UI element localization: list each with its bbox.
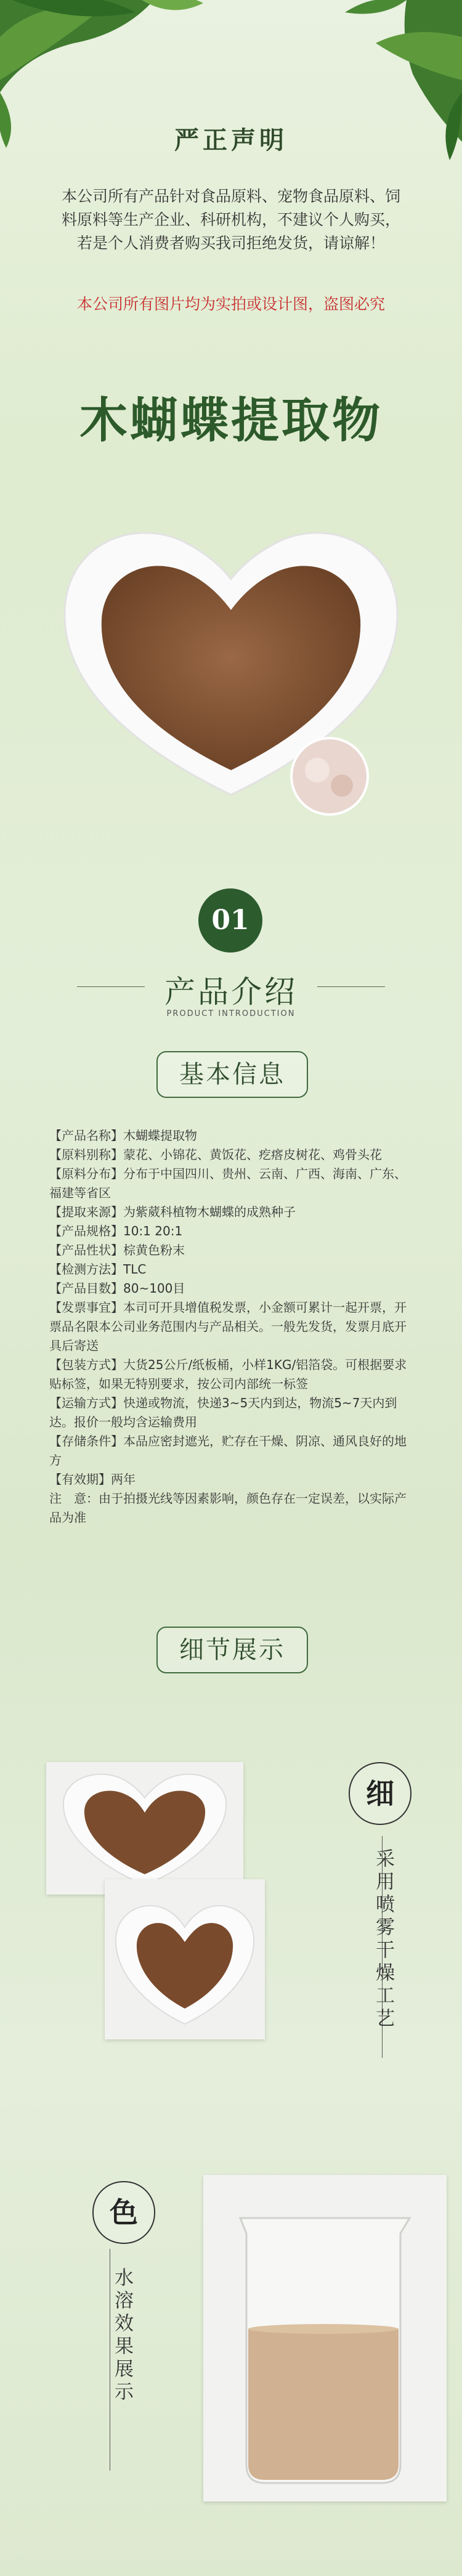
basic-info-label: 基本信息 (156, 1051, 308, 1098)
info-row: 【运输方式】快递或物流，快递3~5天内到达，物流5~7天内到达。报价一般均含运输费用 (49, 1396, 397, 1429)
beaker-image (203, 2175, 447, 2501)
detail-badge-fine: 细 (349, 1762, 411, 1825)
copyright-warning: 本公司所有图片均为实拍或设计图，盗图必究 (76, 295, 385, 313)
info-row: 【存储条件】本品应密封遮光，贮存在干燥、阴凉、通风良好的地方 (49, 1434, 407, 1468)
details-label: 细节展示 (156, 1627, 308, 1673)
info-row: 【产品性状】棕黄色粉末 (49, 1243, 185, 1258)
detail-caption-water-solubility: 水溶效果展示 (111, 2267, 133, 2404)
section-subtitle: PRODUCT INTRODUCTION (166, 1009, 296, 1018)
detail-photo-1 (46, 1762, 243, 1895)
info-row: 【产品名称】木蝴蝶提取物 (49, 1128, 197, 1143)
info-row: 【检测方法】TLC (49, 1262, 147, 1277)
product-info-list (49, 1126, 414, 1527)
detail-photo-2 (105, 1879, 265, 2039)
info-row: 【有效期】两年 (49, 1472, 136, 1487)
heart-bowl-image (105, 1879, 265, 2039)
info-row: 【原料别称】蒙花、小锦花、黄饭花、疙瘩皮树花、鸡骨头花 (49, 1147, 382, 1162)
info-row: 【产品规格】10:1 20:1 (49, 1224, 183, 1238)
section-title: 产品介绍 (164, 974, 298, 1010)
info-row: 【包装方式】大货25公斤/纸板桶，小样1KG/铝箔袋。可根据要求贴标签，如果无特别要求，按公司内部统一标签 (49, 1357, 407, 1391)
section-number-badge: 01 (198, 888, 262, 953)
detail-caption-spray-dry: 采用喷雾干燥工艺 (372, 1848, 394, 2031)
info-row: 【原料分布】分布于中国四川、贵州、云南、广西、海南、广东、福建等省区 (49, 1166, 407, 1200)
notice-body: 本公司所有产品针对食品原料、宠物食品原料、饲料原料等生产企业、科研机构，不建议个人购买，若是个人消费者购买我司拒绝发货，请谅解！ (62, 187, 401, 252)
info-row: 【提取来源】为紫葳科植物木蝴蝶的成熟种子 (49, 1205, 296, 1219)
beaker-photo (203, 2175, 447, 2501)
detail-badge-color: 色 (92, 2181, 155, 2244)
info-row: 注 意：由于拍摄光线等因素影响，颜色存在一定误差，以实际产品为准 (49, 1491, 407, 1525)
notice-title: 严正声明 (174, 126, 288, 155)
info-row: 【产品目数】80~100目 (49, 1281, 185, 1296)
product-title: 木蝴蝶提取物 (79, 393, 383, 449)
heart-bowl-image (46, 1762, 243, 1895)
info-row: 【发票事宜】本司可开具增值税发票，小金额可累计一起开票，开票品名限本公司业务范围内与产品相关。一般先发货，发票月底开具后寄送 (49, 1300, 407, 1353)
powder-closeup-circle (290, 736, 370, 816)
